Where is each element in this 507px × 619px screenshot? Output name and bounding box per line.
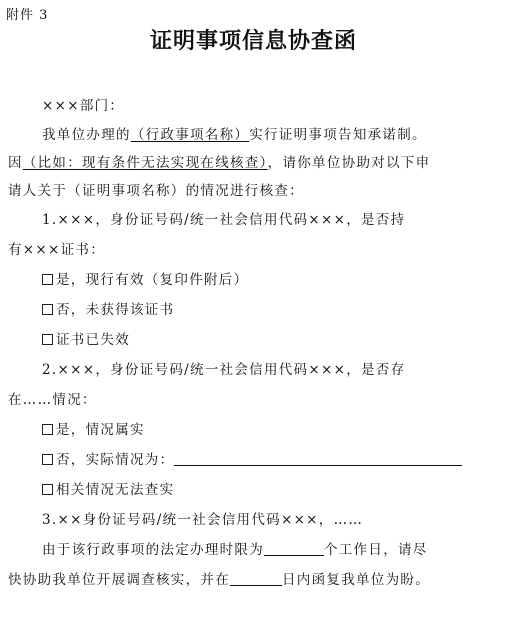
- checkbox[interactable]: [42, 484, 53, 495]
- item-name-placeholder: （行政事项名称）: [130, 127, 250, 143]
- option-label: 否，实际情况为：: [56, 452, 175, 468]
- attachment-label: 附件 3: [6, 8, 49, 23]
- item2-option-true: [42, 422, 145, 439]
- option-label: 相关情况无法查实: [56, 482, 175, 498]
- closing-text: 由于该行政事项的法定办理时限为: [42, 542, 264, 558]
- item2-option-unverifiable: [42, 482, 174, 499]
- para1-line1: [42, 127, 427, 144]
- item1-line2: 有×××证书：: [8, 242, 106, 258]
- closing-text: 日内函复我单位为盼。: [282, 572, 430, 588]
- reason-placeholder: （比如：现有条件无法实现在线核查）: [22, 155, 268, 171]
- para1-text: 因: [8, 155, 23, 171]
- item2-line2: 在……情况：: [8, 392, 97, 408]
- addressee: ×××部门：: [42, 98, 125, 114]
- closing-line1: [42, 542, 428, 559]
- actual-situation-blank[interactable]: [174, 452, 462, 466]
- item2-line1: 2.×××，身份证号码/统一社会信用代码×××，是否存: [42, 362, 406, 378]
- checkbox[interactable]: [42, 454, 53, 465]
- item3-line: 3.××身份证号码/统一社会信用代码×××，……: [42, 512, 364, 528]
- option-label: 证书已失效: [56, 332, 130, 348]
- para1-text: 实行证明事项告知承诺制。: [249, 127, 427, 143]
- para1-text: ，请你单位协助对以下申: [267, 155, 431, 171]
- item1-line1: 1.×××，身份证号码/统一社会信用代码×××，是否持: [42, 212, 406, 228]
- item2-option-false: [42, 452, 462, 469]
- checkbox[interactable]: [42, 304, 53, 315]
- reply-days-blank[interactable]: [230, 572, 282, 586]
- item1-option-expired: [42, 332, 130, 349]
- option-label: 是，情况属实: [56, 422, 145, 438]
- checkbox[interactable]: [42, 274, 53, 285]
- closing-line2: [8, 572, 430, 589]
- days-limit-blank[interactable]: [264, 542, 324, 556]
- para1-line2: [8, 155, 430, 172]
- checkbox[interactable]: [42, 334, 53, 345]
- option-label: 是，现行有效（复印件附后）: [56, 272, 249, 288]
- closing-text: 个工作日，请尽: [324, 542, 428, 558]
- para1-text: 我单位办理的: [42, 127, 131, 143]
- item1-option-none: [42, 302, 174, 319]
- option-label: 否，未获得该证书: [56, 302, 175, 318]
- closing-text: 快协助我单位开展调查核实，并在: [8, 572, 230, 588]
- page-title: 证明事项信息协查函: [149, 29, 357, 54]
- checkbox[interactable]: [42, 424, 53, 435]
- para1-line3: 请人关于（证明事项名称）的情况进行核查：: [8, 183, 304, 199]
- item1-option-valid: [42, 272, 248, 289]
